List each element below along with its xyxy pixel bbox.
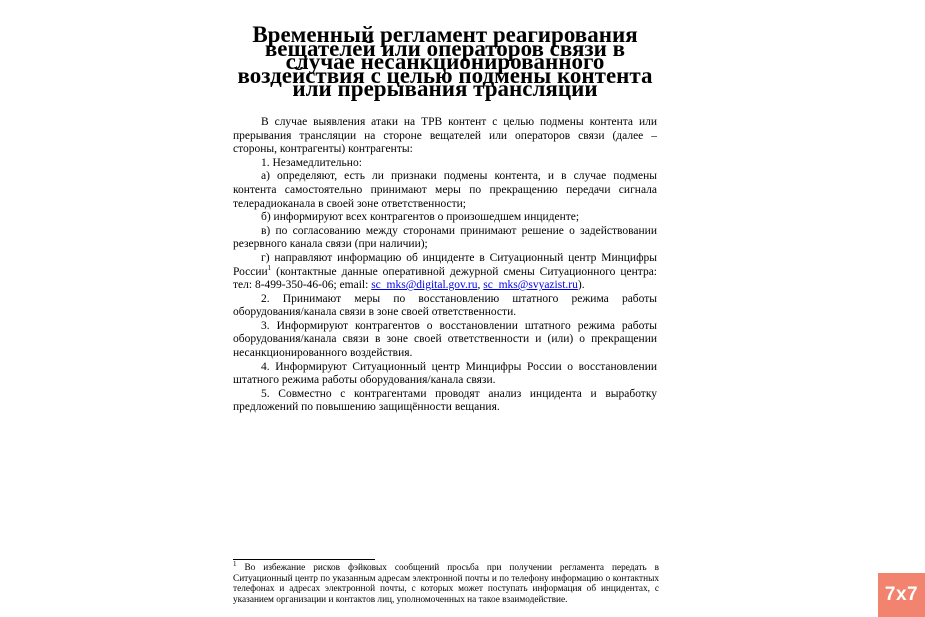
text-run: ). <box>577 279 585 292</box>
text-run: 5. Совместно с контрагентами проводят анализ инцидента и выработку предложений по повышению защищённости вещания. <box>233 387 657 414</box>
footnote <box>233 559 659 605</box>
text-run: г) направляют информацию об инциденте в Ситуационный центр Минцифры России <box>233 251 657 278</box>
paragraph <box>233 252 657 293</box>
text-run: 4. Информируют Ситуационный центр Минцифры России о восстановлении штатного режима работы оборудования/канала связи. <box>233 360 657 387</box>
email-link[interactable]: sc_mks@svyazist.ru <box>483 279 578 292</box>
text-run: б) информируют всех контрагентов о произошедшем инциденте; <box>261 211 580 224</box>
paragraph <box>233 293 657 320</box>
text-run: в) по согласованию между сторонами принимают решение о задействовании резервного канала связи (при наличии); <box>233 224 657 251</box>
text-run: , <box>477 279 484 292</box>
document-body <box>233 116 657 415</box>
paragraph <box>233 170 657 211</box>
text-run: В случае выявления атаки на ТРВ контент с целью подмены контента или прерывания трансляции на стороне вещателей или операторов связи (далее – стороны, контрагенты) контрагенты: <box>233 115 657 156</box>
footnote-separator <box>233 559 375 560</box>
document-page <box>233 22 657 415</box>
email-link[interactable]: sc_mks@digital.gov.ru <box>371 279 478 292</box>
footnote-block <box>233 559 659 605</box>
footnote-ref: 1 <box>267 263 272 272</box>
text-run: 3. Информируют контрагентов о восстановлении штатного режима работы оборудования/канала связи в зоне своей ответственности и (или) о прекращении несанкционированного воздействия. <box>233 319 657 360</box>
text-run: (контактные данные оперативной дежурной смены Ситуационного центра: тел: 8-499-350-46-06; email: <box>233 265 657 292</box>
paragraph <box>233 320 657 361</box>
paragraph <box>233 116 657 157</box>
text-run: 2. Принимают меры по восстановлению штатного режима работы оборудования/канала связи в зоне своей ответственности. <box>233 292 657 319</box>
logo-7x7 <box>878 573 925 617</box>
text-run: а) определяют, есть ли признаки подмены контента, и в случае подмены контента самостоятельно принимают меры по прекращению передачи сигнала телерадиоканала в своей зоне ответственности; <box>233 170 657 210</box>
logo-7x7-label: 7x7 <box>884 584 919 605</box>
paragraph <box>233 361 657 388</box>
paragraph <box>233 225 657 252</box>
paragraph <box>233 157 657 171</box>
footnote-ref: 1 <box>233 559 237 568</box>
paragraph <box>233 211 657 225</box>
text-run: 1. Незамедлительно: <box>261 156 362 169</box>
paragraph <box>233 388 657 415</box>
document-title: Временный регламент реагирования вещателей или операторов связи в случае несанкционированного воздействия с целью подмены контента или прерывания трансляции <box>237 22 653 102</box>
text-run: Во избежание рисков фэйковых сообщений просьба при получении регламента передать в Ситуационный центр по указанным адресам электронной почты и по телефону информацию о контактных телефонах и адресах электронной почты, с которых может поступать информация об инцидентах, с указанием организации и контактов лиц, уполномоченных на такое взаимодействие. <box>233 563 659 605</box>
